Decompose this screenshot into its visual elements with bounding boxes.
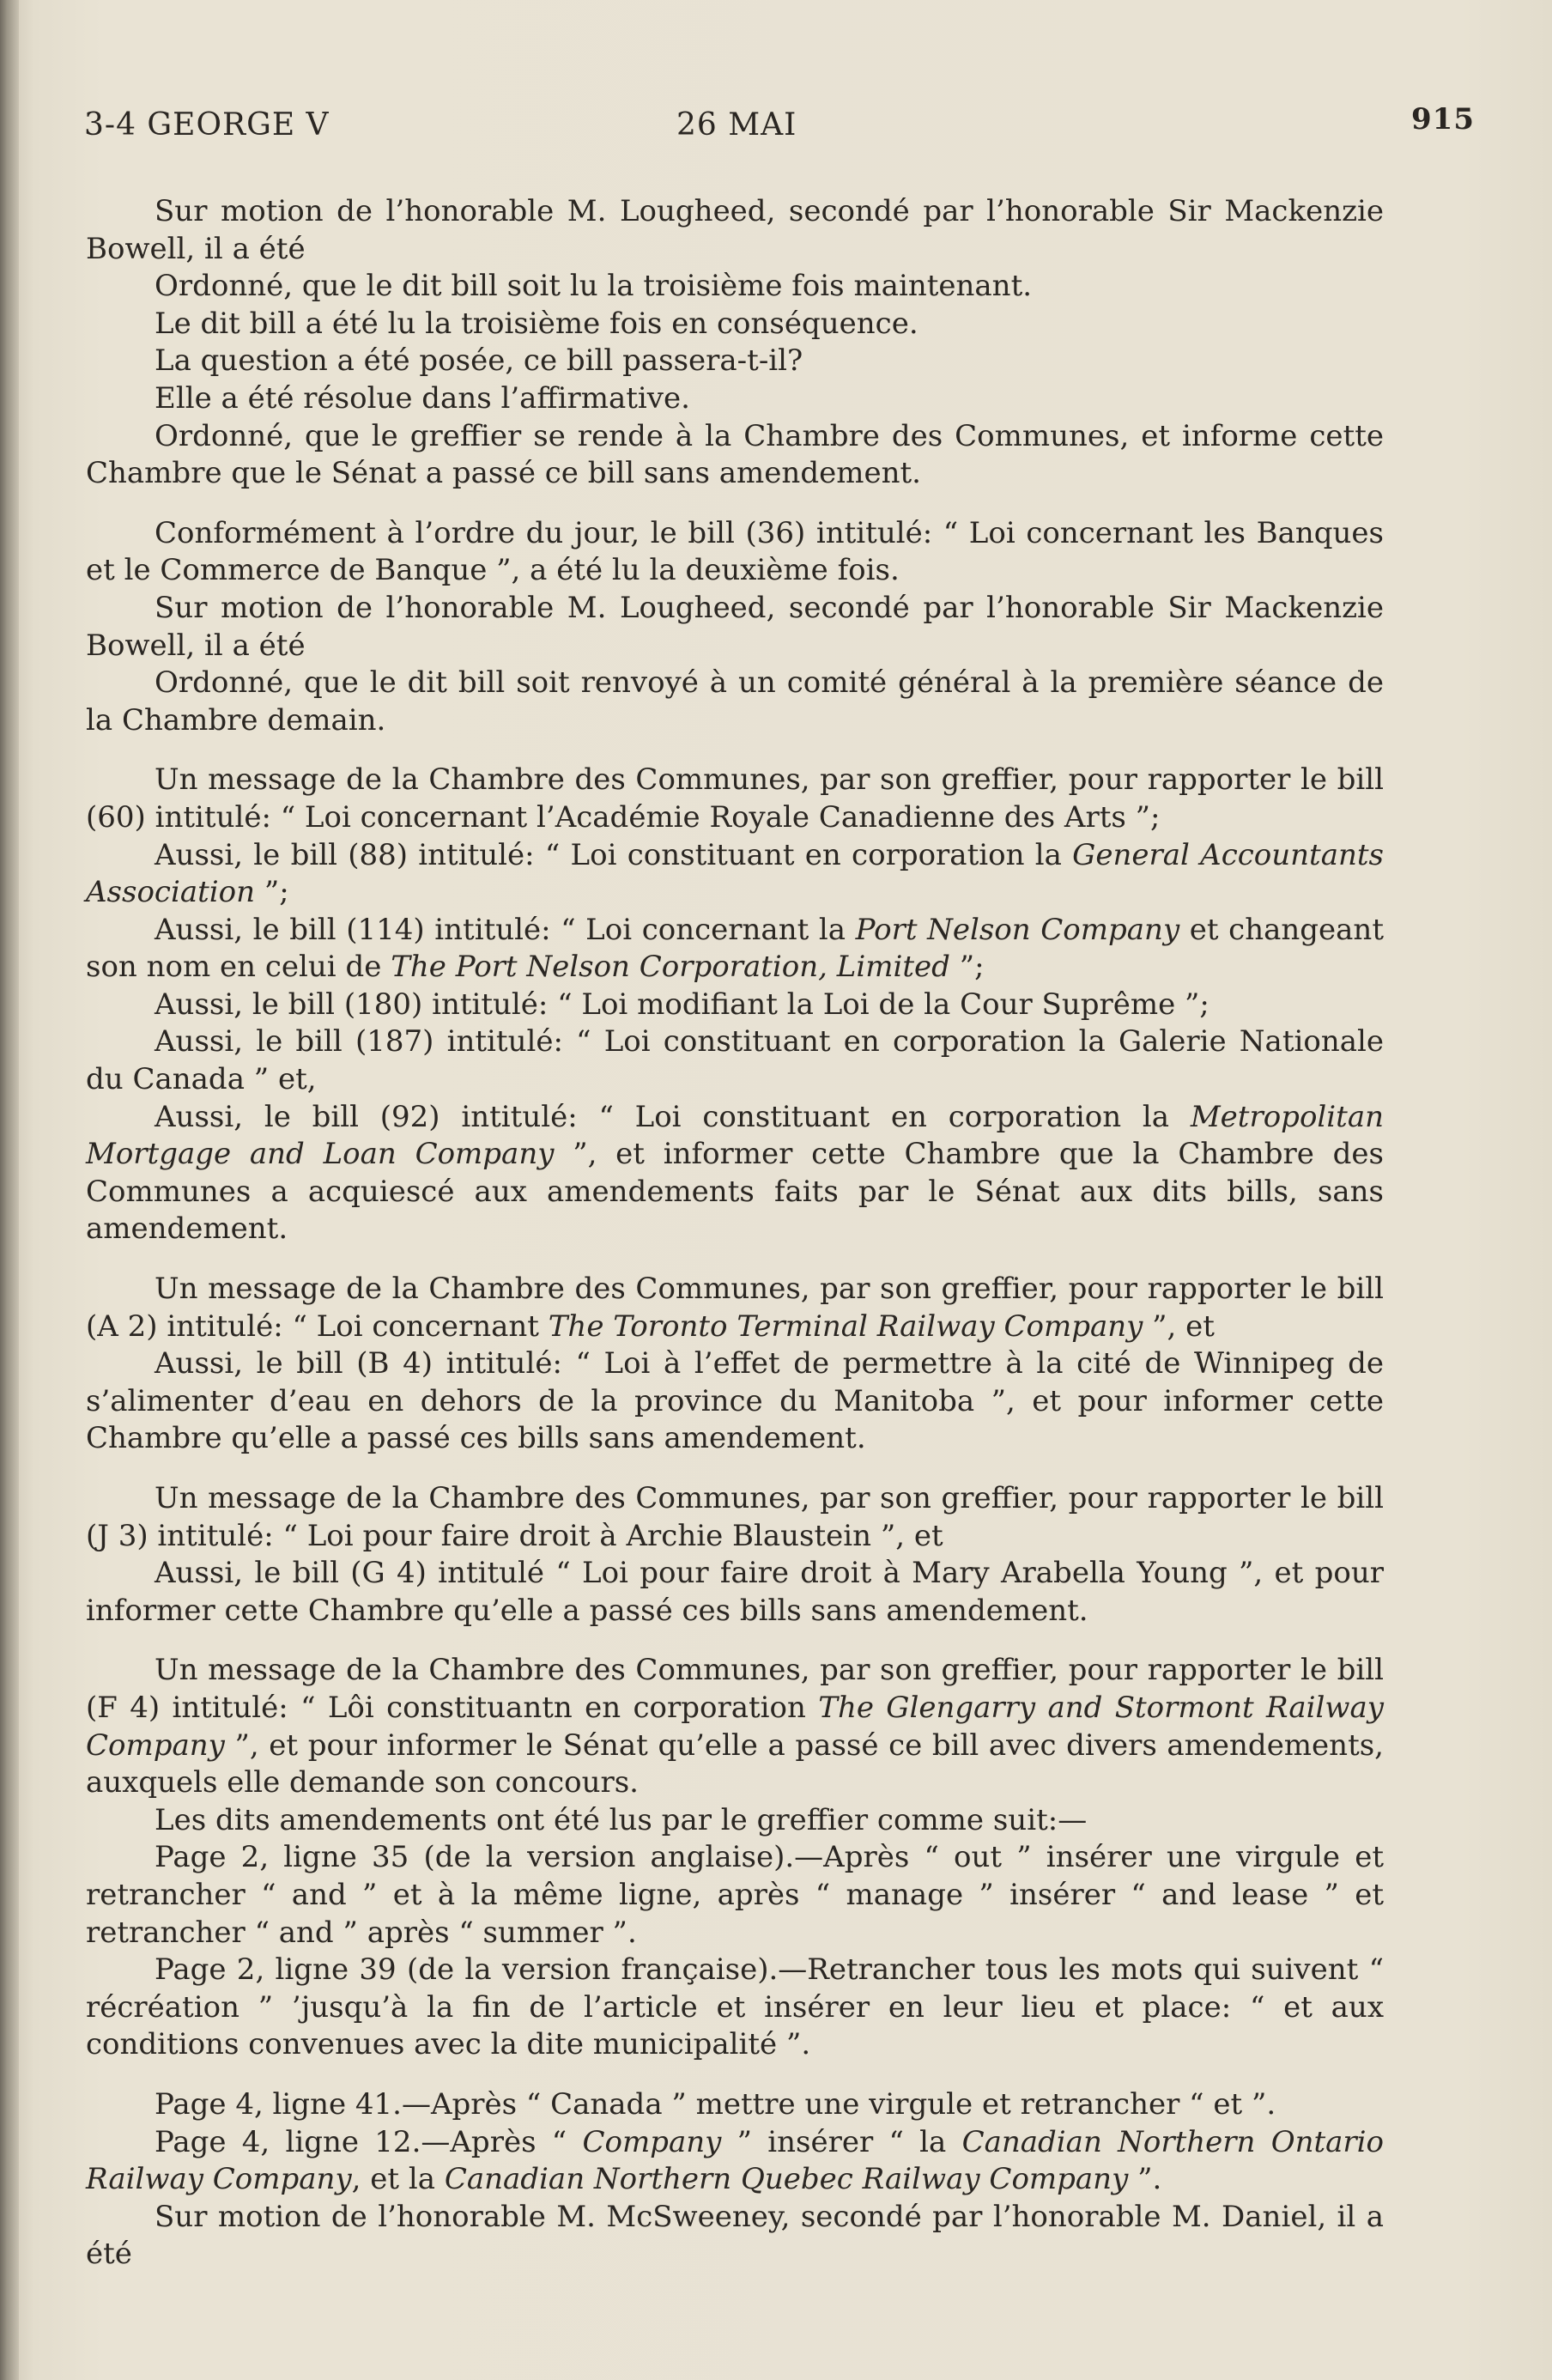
text-segment: Un message de la Chambre des Communes, par son greffier, pour rapporter le bill (J 3) intitulé: “ Loi pour faire droit à Archie Blaustein ”, et <box>86 1481 1384 1553</box>
text-segment: Sur motion de l’honorable M. Lougheed, secondé par l’honorable Sir Mackenzie Bowell, il a été <box>86 590 1384 663</box>
paragraph <box>86 1839 1384 1952</box>
text-segment: Page 4, ligne 41.—Après “ Canada ” mettre une virgule et retrancher “ et ”. <box>155 2086 1276 2122</box>
paragraph <box>86 193 1384 268</box>
text-segment: ”, et pour informer le Sénat qu’elle a passé ce bill avec divers amendements, auxquels elle demande son concours. <box>86 1727 1384 1800</box>
paragraph <box>86 665 1384 739</box>
paragraph <box>86 1652 1384 1801</box>
paragraph <box>86 2124 1384 2199</box>
journal-body-text <box>86 193 1384 2274</box>
text-segment: Elle a été résolue dans l’affirmative. <box>155 380 690 416</box>
text-segment: Aussi, le bill (G 4) intitulé “ Loi pour faire droit à Mary Arabella Young ”, et pour informer cette Chambre qu’elle a passé ces bills sans amendement. <box>86 1556 1384 1628</box>
italic-text-segment: The Toronto Terminal Railway Company <box>548 1308 1143 1344</box>
page-number: 915 <box>1411 102 1475 137</box>
paragraph <box>86 1480 1384 1555</box>
paragraph <box>86 1345 1384 1458</box>
paragraph <box>86 306 1384 343</box>
paragraph <box>86 762 1384 836</box>
paragraph <box>86 987 1384 1024</box>
text-segment: Ordonné, que le greffier se rende à la Chambre des Communes, et informe cette Chambre que le Sénat a passé ce bill sans amendement. <box>86 418 1384 491</box>
text-segment: ”; <box>949 950 985 985</box>
paragraph <box>86 515 1384 590</box>
paragraph <box>86 912 1384 987</box>
text-segment: et changeant son nom en celui de <box>86 912 1384 985</box>
text-segment: ”, et <box>1143 1308 1215 1344</box>
text-segment: Aussi, le bill (B 4) intitulé: “ Loi à l’effet de permettre à la cité de Winnipeg de s’alimenter d’eau en dehors de la province du Manitoba ”, et pour informer cette Chambre qu’elle a passé ces bills sans amendement. <box>86 1346 1384 1456</box>
header-date: 26 MAI <box>676 107 797 143</box>
italic-text-segment: Canadian Northern Ontario Railway Company <box>86 2124 1385 2197</box>
text-segment: Page 2, ligne 35 (de la version anglaise).—Après “ out ” insérer une virgule et retrancher “ and ” et à la même ligne, après “ manage ” insérer “ and lease ” et retrancher “ and ” après “ summer ”. <box>86 1840 1384 1950</box>
italic-text-segment: Company <box>582 2124 722 2159</box>
paragraph <box>86 1023 1384 1098</box>
paragraph <box>86 2086 1384 2124</box>
text-segment: Ordonné, que le dit bill soit renvoyé à un comité général à la première séance de la Chambre demain. <box>86 665 1384 738</box>
text-segment: La question a été posée, ce bill passera-t-il? <box>155 343 803 379</box>
italic-text-segment: Port Nelson Company <box>855 912 1180 947</box>
text-segment: Le dit bill a été lu la troisième fois en conséquence. <box>155 306 918 341</box>
paragraph <box>86 268 1384 306</box>
text-segment: Aussi, le bill (180) intitulé: “ Loi modifiant la Loi de la Cour Suprême ”; <box>155 987 1209 1022</box>
paragraph <box>86 1099 1384 1248</box>
paragraph <box>86 380 1384 418</box>
text-segment: Sur motion de l’honorable M. McSweeney, secondé par l’honorable M. Daniel, il a été <box>86 2199 1384 2272</box>
text-segment: ”; <box>255 875 289 910</box>
text-segment: Aussi, le bill (187) intitulé: “ Loi constituant en corporation la Galerie Nationale du Canada ” et, <box>86 1024 1384 1097</box>
text-segment: ”. <box>1128 2162 1162 2197</box>
paragraph <box>86 1802 1384 1840</box>
text-segment: Les dits amendements ont été lus par le greffier comme suit:— <box>155 1802 1088 1837</box>
paragraph <box>86 1271 1384 1345</box>
text-segment: ”, et informer cette Chambre que la Chambre des Communes a acquiescé aux amendements faits par le Sénat aux dits bills, sans amendement. <box>86 1137 1384 1247</box>
text-segment: , et la <box>351 2162 445 2197</box>
text-segment: Ordonné, que le dit bill soit lu la troisième fois maintenant. <box>155 269 1033 304</box>
paragraph <box>86 2199 1384 2274</box>
header-regnal-year: 3-4 GEORGE V <box>84 107 330 143</box>
text-segment: Sur motion de l’honorable M. Lougheed, secondé par l’honorable Sir Mackenzie Bowell, il a été <box>86 194 1384 266</box>
paragraph <box>86 418 1384 493</box>
text-segment: Page 2, ligne 39 (de la version française).—Retrancher tous les mots qui suivent “ récréation ” ’jusqu’à la fin de l’article et insérer en leur lieu et place: “ et aux conditions convenues avec la dite municipalité ”. <box>86 1952 1384 2062</box>
italic-text-segment: General Accountants Association <box>86 837 1384 910</box>
italic-text-segment: The Glengarry and Stormont Railway Company <box>86 1690 1385 1763</box>
text-segment: Un message de la Chambre des Communes, par son greffier, pour rapporter le bill (F 4) intitulé: “ Lôi constituantn en corporation <box>86 1653 1384 1725</box>
book-spine-shadow <box>0 0 19 2380</box>
italic-text-segment: Metropolitan Mortgage and Loan Company <box>86 1099 1384 1172</box>
paragraph <box>86 1555 1384 1630</box>
running-header <box>84 102 1475 159</box>
text-segment: Conformément à l’ordre du jour, le bill (36) intitulé: “ Loi concernant les Banques et le Commerce de Banque ”, a été lu la deuxième fois. <box>86 515 1384 588</box>
text-segment: Un message de la Chambre des Communes, par son greffier, pour rapporter le bill (A 2) intitulé: “ Loi concernant <box>86 1272 1384 1344</box>
text-segment: Aussi, le bill (114) intitulé: “ Loi concernant la <box>155 912 856 947</box>
text-segment: ” insérer “ la <box>721 2124 962 2159</box>
italic-text-segment: The Port Nelson Corporation, Limited <box>391 950 950 985</box>
text-segment: Aussi, le bill (88) intitulé: “ Loi constituant en corporation la <box>155 837 1073 872</box>
paragraph <box>86 590 1384 665</box>
text-segment: Aussi, le bill (92) intitulé: “ Loi constituant en corporation la <box>155 1099 1191 1134</box>
paragraph <box>86 1952 1384 2064</box>
text-segment: Un message de la Chambre des Communes, par son greffier, pour rapporter le bill (60) intitulé: “ Loi concernant l’Académie Royale Canadienne des Arts ”; <box>86 762 1384 835</box>
text-segment: Page 4, ligne 12.—Après “ <box>155 2124 583 2159</box>
italic-text-segment: Canadian Northern Quebec Railway Company <box>444 2162 1129 2197</box>
paragraph <box>86 837 1384 912</box>
paragraph <box>86 343 1384 380</box>
